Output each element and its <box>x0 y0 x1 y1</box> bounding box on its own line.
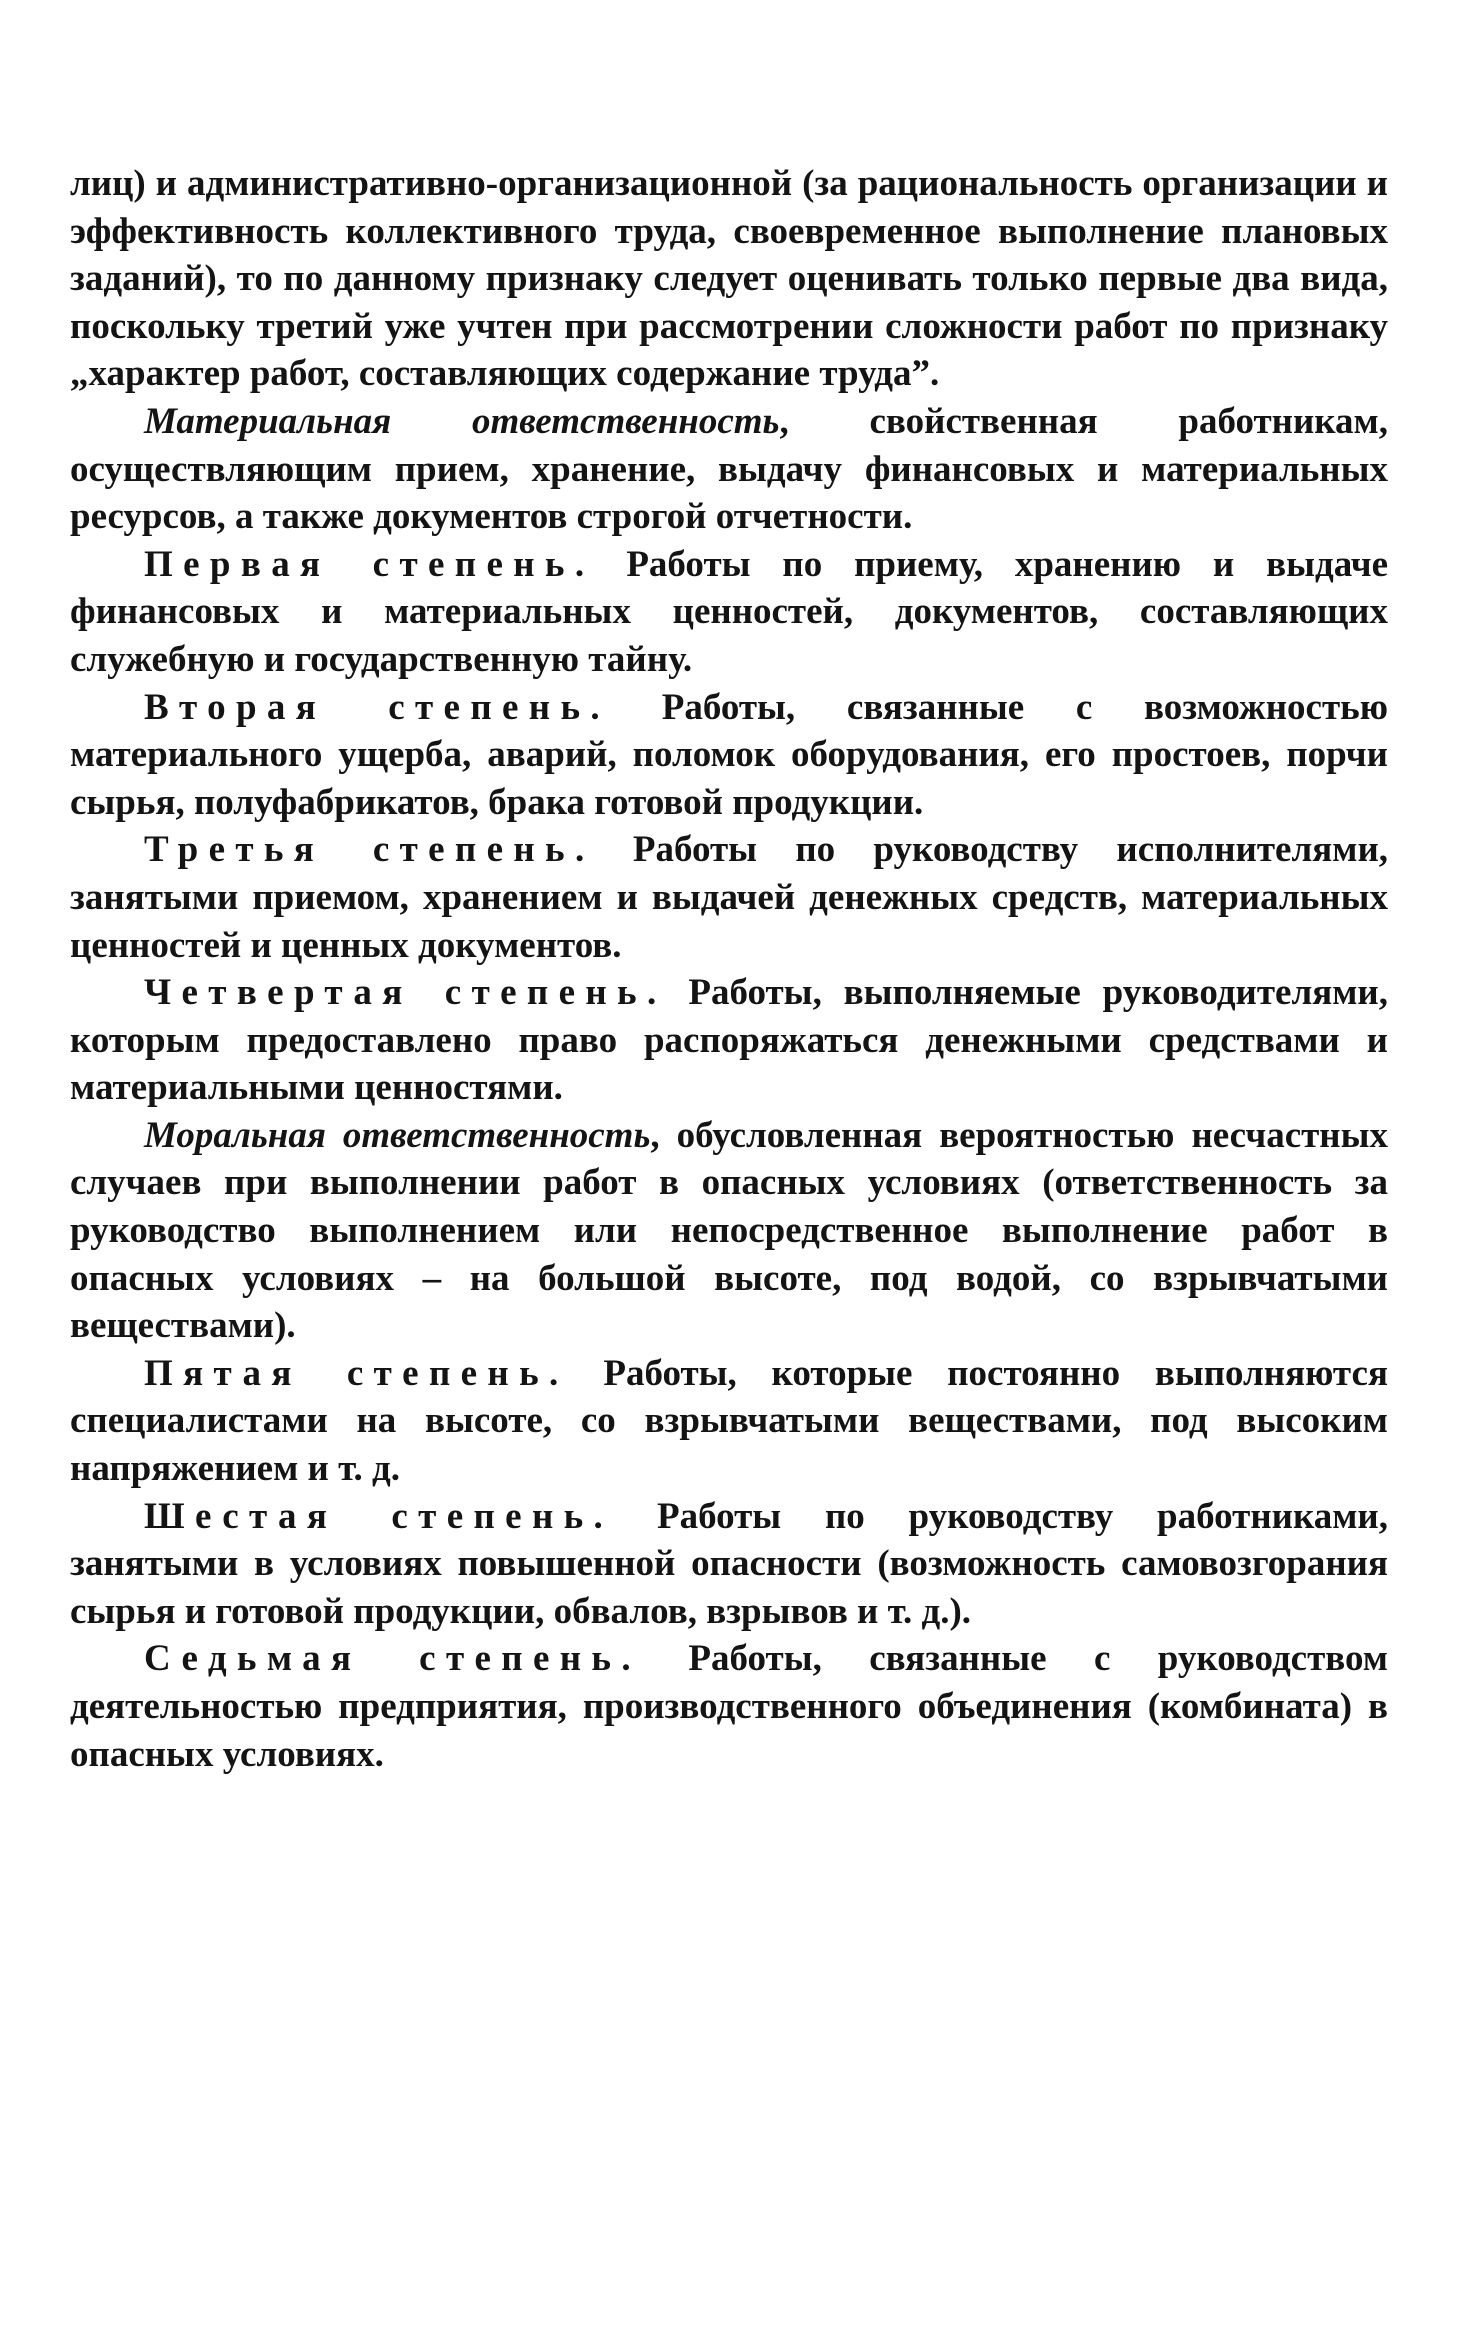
degree-heading: Шестая степень. <box>144 1495 614 1537</box>
degree-heading: Четвертая степень. <box>144 972 667 1014</box>
paragraph-text: Работы, связанные с руководством деятельностью предприятия, производственного объединения (комбината) в опасных условиях. <box>70 1638 1389 1775</box>
paragraph-degree-1 <box>70 541 1388 684</box>
paragraph-text: , обусловленная вероятностью несчастных случаев при выполнении работ в опасных условиях (ответственность за руководство выполнением или непосредственное выполнение работ в опасных условиях – на большой высоте, под водой, со взрывчатыми веществами). <box>70 1114 1388 1347</box>
paragraph-material-responsibility <box>70 398 1388 541</box>
degree-heading: Седьмая степень. <box>144 1638 641 1680</box>
paragraph-text: лиц) и административно-организационной (за рациональность организации и эффективность коллективного труда, своевременное выполнение плановых заданий), то по данному признаку следует оценивать только первые два вида, поскольку третий уже учтен при рассмотрении сложности работ по признаку „характер работ, составляющих содержание труда”. <box>70 163 1388 395</box>
paragraph-text: Работы, выполняемые руководителями, которым предоставлено право распоряжаться денежными средствами и материальными ценностями. <box>70 972 1389 1109</box>
degree-heading: Первая степень. <box>144 543 595 585</box>
paragraph-text: Работы по руководству работниками, занятыми в условиях повышенной опасности (возможность самовозгорания сырья и готовой продукции, обвалов, взрывов и т. д.). <box>70 1495 1388 1632</box>
paragraph-text: Работы по руководству исполнителями, занятыми приемом, хранением и выдачей денежных средств, материальных ценностей и ценных документов. <box>70 829 1389 966</box>
paragraph-continuation <box>70 160 1388 398</box>
degree-heading: Пятая степень. <box>144 1352 569 1394</box>
body-text <box>70 160 1388 1778</box>
paragraph-text: Работы по приему, хранению и выдаче финансовых и материальных ценностей, документов, составляющих служебную и государственную тайну. <box>70 543 1388 680</box>
paragraph-moral-responsibility <box>70 1112 1388 1350</box>
paragraph-text: Работы, связанные с возможностью материального ущерба, аварий, поломок оборудования, его простоев, порчи сырья, полуфабрикатов, брака готовой продукции. <box>70 686 1388 823</box>
degree-heading: Третья степень. <box>144 829 595 871</box>
paragraph-degree-7 <box>70 1635 1388 1778</box>
paragraph-degree-2 <box>70 684 1388 827</box>
paragraph-degree-3 <box>70 826 1388 969</box>
term-moral-responsibility: Моральная ответственность <box>144 1114 651 1156</box>
paragraph-degree-4 <box>70 969 1388 1112</box>
degree-heading: Вторая степень. <box>144 686 610 728</box>
paragraph-text: , свойственная работникам, осуществляющим прием, хранение, выдачу финансовых и материальных ресурсов, а также документов строгой отчетности. <box>70 400 1389 538</box>
paragraph-text: Работы, которые постоянно выполняются специалистами на высоте, со взрывчатыми веществами, под высоким напряжением и т. д. <box>70 1352 1388 1490</box>
term-material-responsibility: Материальная ответственность <box>144 400 780 442</box>
paragraph-degree-5 <box>70 1350 1388 1493</box>
paragraph-degree-6 <box>70 1493 1388 1636</box>
